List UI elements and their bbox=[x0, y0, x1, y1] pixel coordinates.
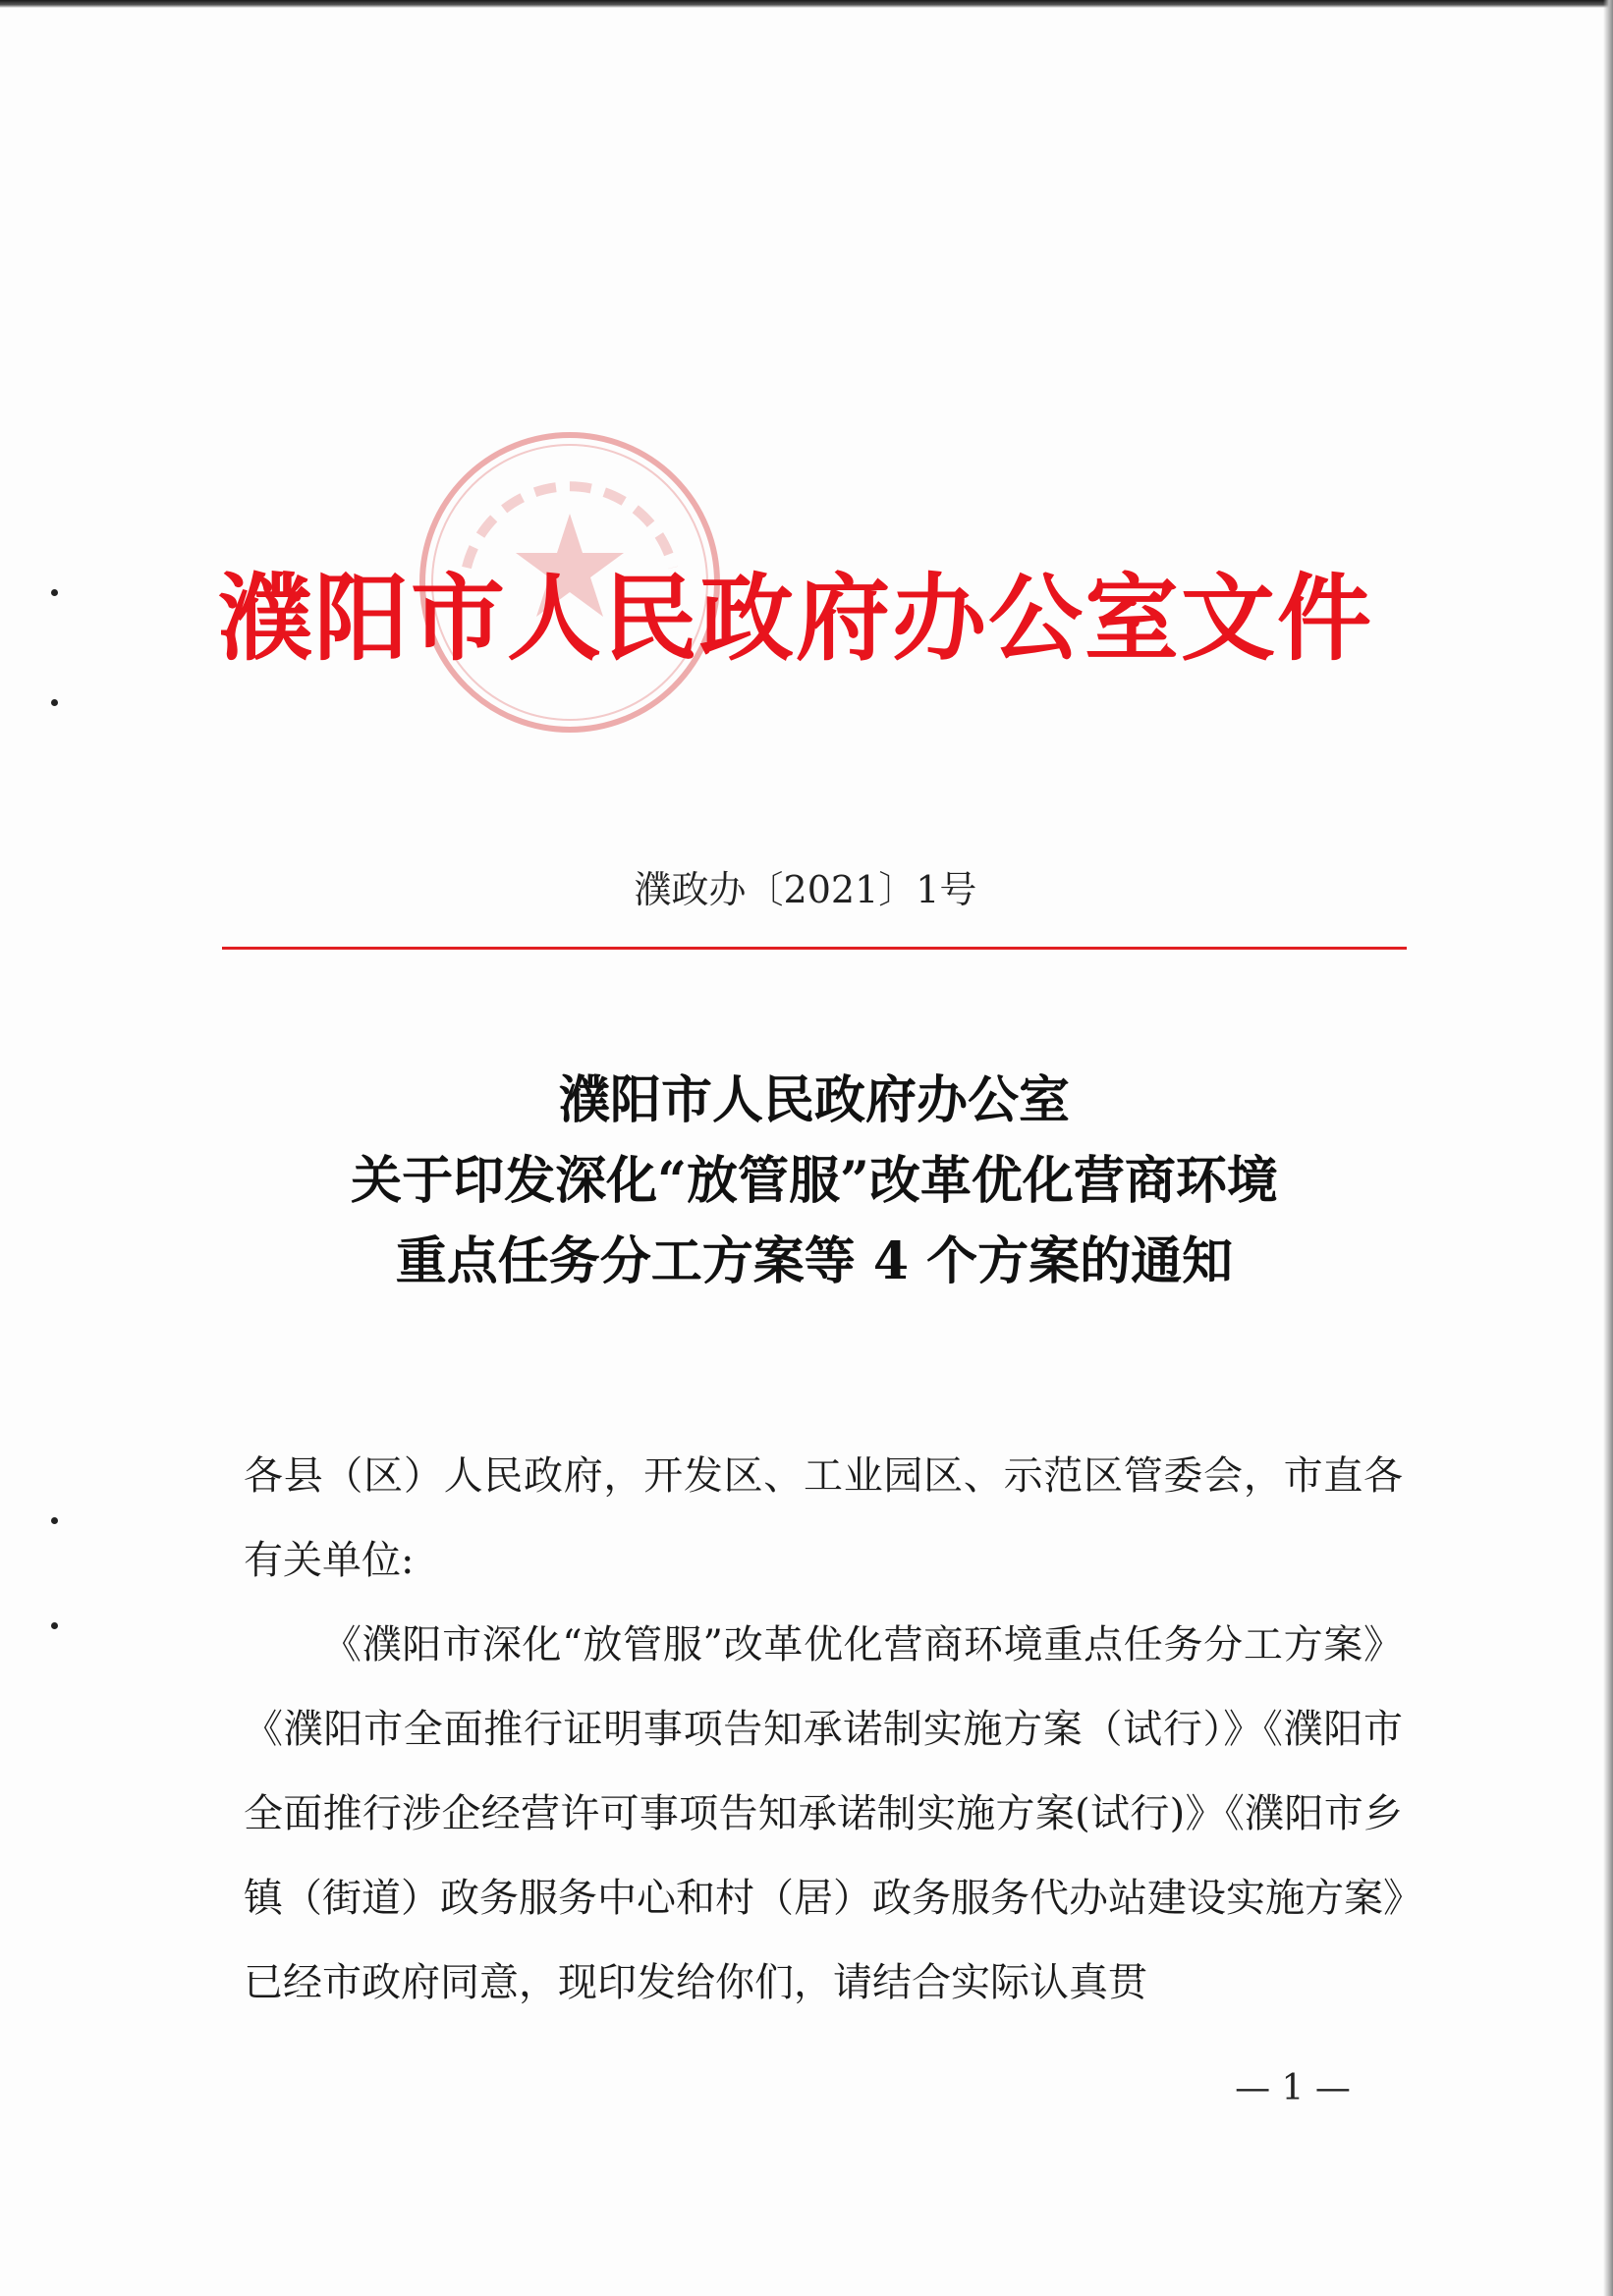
notice-title-line: 濮阳市人民政府办公室 bbox=[558, 1070, 1070, 1130]
document-header-title: 濮阳市人民政府办公室文件 bbox=[218, 563, 1373, 674]
notice-title-line: 关于印发深化“放管服”改革优化营商环境 bbox=[351, 1151, 1278, 1211]
red-separator-line bbox=[222, 947, 1407, 950]
notice-title-line: 重点任务分工方案等 4 个方案的通知 bbox=[395, 1231, 1234, 1291]
binding-hole-mark bbox=[51, 699, 58, 706]
binding-hole-mark bbox=[51, 1517, 58, 1524]
notice-body bbox=[244, 1434, 1403, 2025]
document-number: 濮政办〔2021〕1号 bbox=[634, 868, 977, 911]
scan-right-edge bbox=[1603, 0, 1613, 2296]
binding-hole-mark bbox=[51, 589, 58, 596]
page-number: — 1 — bbox=[1235, 2068, 1351, 2108]
notice-title bbox=[222, 1061, 1407, 1302]
body-paragraph: 《濮阳市深化“放管服”改革优化营商环境重点任务分工方案》《濮阳市全面推行证明事项告知承诺制实施方案（试行）》《濮阳市全面推行涉企经营许可事项告知承诺制实施方案(试行)》《濮阳市乡镇（街道）政务服务中心和村（居）政务服务代办站建设实施方案》已经市政府同意，现印发给你们，请结合实际认真贯 bbox=[244, 1622, 1403, 2005]
salutation: 各县（区）人民政府，开发区、工业园区、示范区管委会，市直各有关单位: bbox=[244, 1453, 1403, 1583]
binding-hole-mark bbox=[51, 1622, 58, 1629]
scan-top-edge bbox=[0, 0, 1613, 8]
